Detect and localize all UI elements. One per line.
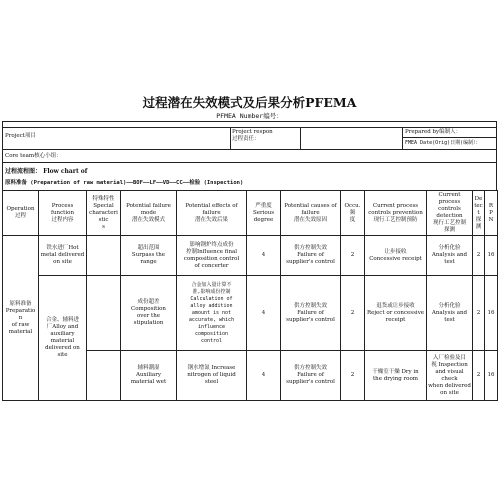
col-failure-effects: Potential effects of failure 潜在失效后果: [177, 191, 247, 236]
core-team-label: Core team核心小组：: [5, 153, 62, 159]
cause-cell: 供方控制失效 Failure of supplier's control: [281, 351, 341, 401]
severity-cell: 4: [247, 276, 281, 351]
info-divider-line: [2, 149, 497, 150]
col-process-function: Process function 过程内容: [39, 191, 87, 236]
frame-left-line: [2, 121, 3, 190]
prevention-cell: 退货或让步接收 Reject or concessive receipt: [365, 276, 427, 351]
table-row: [3, 236, 498, 276]
fmea-date-label: FMEA Date(Orig)日期(编制）：: [405, 140, 481, 146]
special-cell: [87, 276, 121, 351]
col-severity: 严重度 Serious degree: [247, 191, 281, 236]
function-cell: 铁水进厂Hot metal delivered on site: [39, 236, 87, 276]
detect-cell: 2: [473, 351, 485, 401]
cause-cell: 供方控制失效 Failure of supplier's control: [281, 236, 341, 276]
prepared-date-line: [402, 137, 497, 138]
special-cell: [87, 351, 121, 401]
effect-cell: 合金加入量计算不 准,影响成份控制 Calculation of alloy addition amount is not accurate, which influence composition control: [177, 276, 247, 351]
process-flow-line: 原料准备 (Preparation of raw material)——BOF——LF——VD——CC——检验 (Inspection): [5, 180, 244, 186]
prepared-by-label: Prepared by编制人：: [405, 129, 462, 135]
col-failure-mode: Potential failure mode 潜在失效模式: [121, 191, 177, 236]
rpn-cell: 16: [485, 276, 498, 351]
info-sep-2: [300, 127, 301, 149]
col-detection: Current process controls detection 现行工艺控制 探测: [427, 191, 473, 236]
responsibility-label: Project respon 过程责任：: [232, 129, 273, 142]
page-title: 过程潜在失效模式及后果分析PFEMA: [142, 95, 357, 110]
effect-cell: 钢水增氮 Increase nitrogen of liquid steel: [177, 351, 247, 401]
project-label: Project项目: [5, 133, 36, 139]
col-failure-causes: Potential causes of failure 潜在失效原因: [281, 191, 341, 236]
effect-cell: 影响钢炉终点成份 控制Influence final composition control of concerter: [177, 236, 247, 276]
detect-cell: 2: [473, 276, 485, 351]
function-cell: 合金、辅料进 厂Alloy and auxiliary material delivered on site: [39, 276, 87, 401]
detect-cell: 2: [473, 236, 485, 276]
pfmea-table: [2, 190, 498, 401]
prevention-cell: 干燥室干燥 Dry in the drying room: [365, 351, 427, 401]
table-row: [3, 276, 498, 351]
info-mid-line: [2, 127, 497, 128]
detection-cell: 入厂检验及目 视 Inspection and visual check when delivered on site: [427, 351, 473, 401]
mode-cell: 超出范围 Surpass the range: [121, 236, 177, 276]
col-detect: Detect 探 测: [473, 191, 485, 236]
col-occurrence: Occu. 频 度: [341, 191, 365, 236]
table-header-row: [3, 191, 498, 236]
frame-right-line: [496, 121, 497, 190]
occurrence-cell: 2: [341, 276, 365, 351]
rpn-cell: 16: [485, 236, 498, 276]
mode-cell: 辅料潮湿 Auxiliary material wet: [121, 351, 177, 401]
core-team-line: [2, 162, 497, 163]
info-sep-3: [402, 127, 403, 149]
flow-chart-label: 过程流程图： Flow chart of: [5, 168, 88, 175]
severity-cell: 4: [247, 236, 281, 276]
special-cell: [87, 236, 121, 276]
occurrence-cell: 2: [341, 351, 365, 401]
cause-cell: 供方控制失效 Failure of supplier's control: [281, 276, 341, 351]
detection-cell: 分析化验 Analysis and test: [427, 236, 473, 276]
detection-cell: 分析化验 Analysis and test: [427, 276, 473, 351]
severity-cell: 4: [247, 351, 281, 401]
frame-top-line: [2, 121, 497, 122]
col-special-characteristics: 特殊特性 Special characteristic s: [87, 191, 121, 236]
col-operation: Operation 过程: [3, 191, 39, 236]
prevention-cell: 让步接收 Concessive receipt: [365, 236, 427, 276]
rpn-cell: 16: [485, 351, 498, 401]
operation-cell: 原料准备 Preparation of raw material: [3, 236, 39, 401]
mode-cell: 成份超差 Composition over the stipulation: [121, 276, 177, 351]
fmea-number-label: PFMEA Number编号：: [216, 112, 283, 120]
col-rpn: R P N: [485, 191, 498, 236]
info-sep-1: [230, 127, 231, 149]
col-prevention: Current process controls prevention 现行工艺控制预防: [365, 191, 427, 236]
occurrence-cell: 2: [341, 236, 365, 276]
